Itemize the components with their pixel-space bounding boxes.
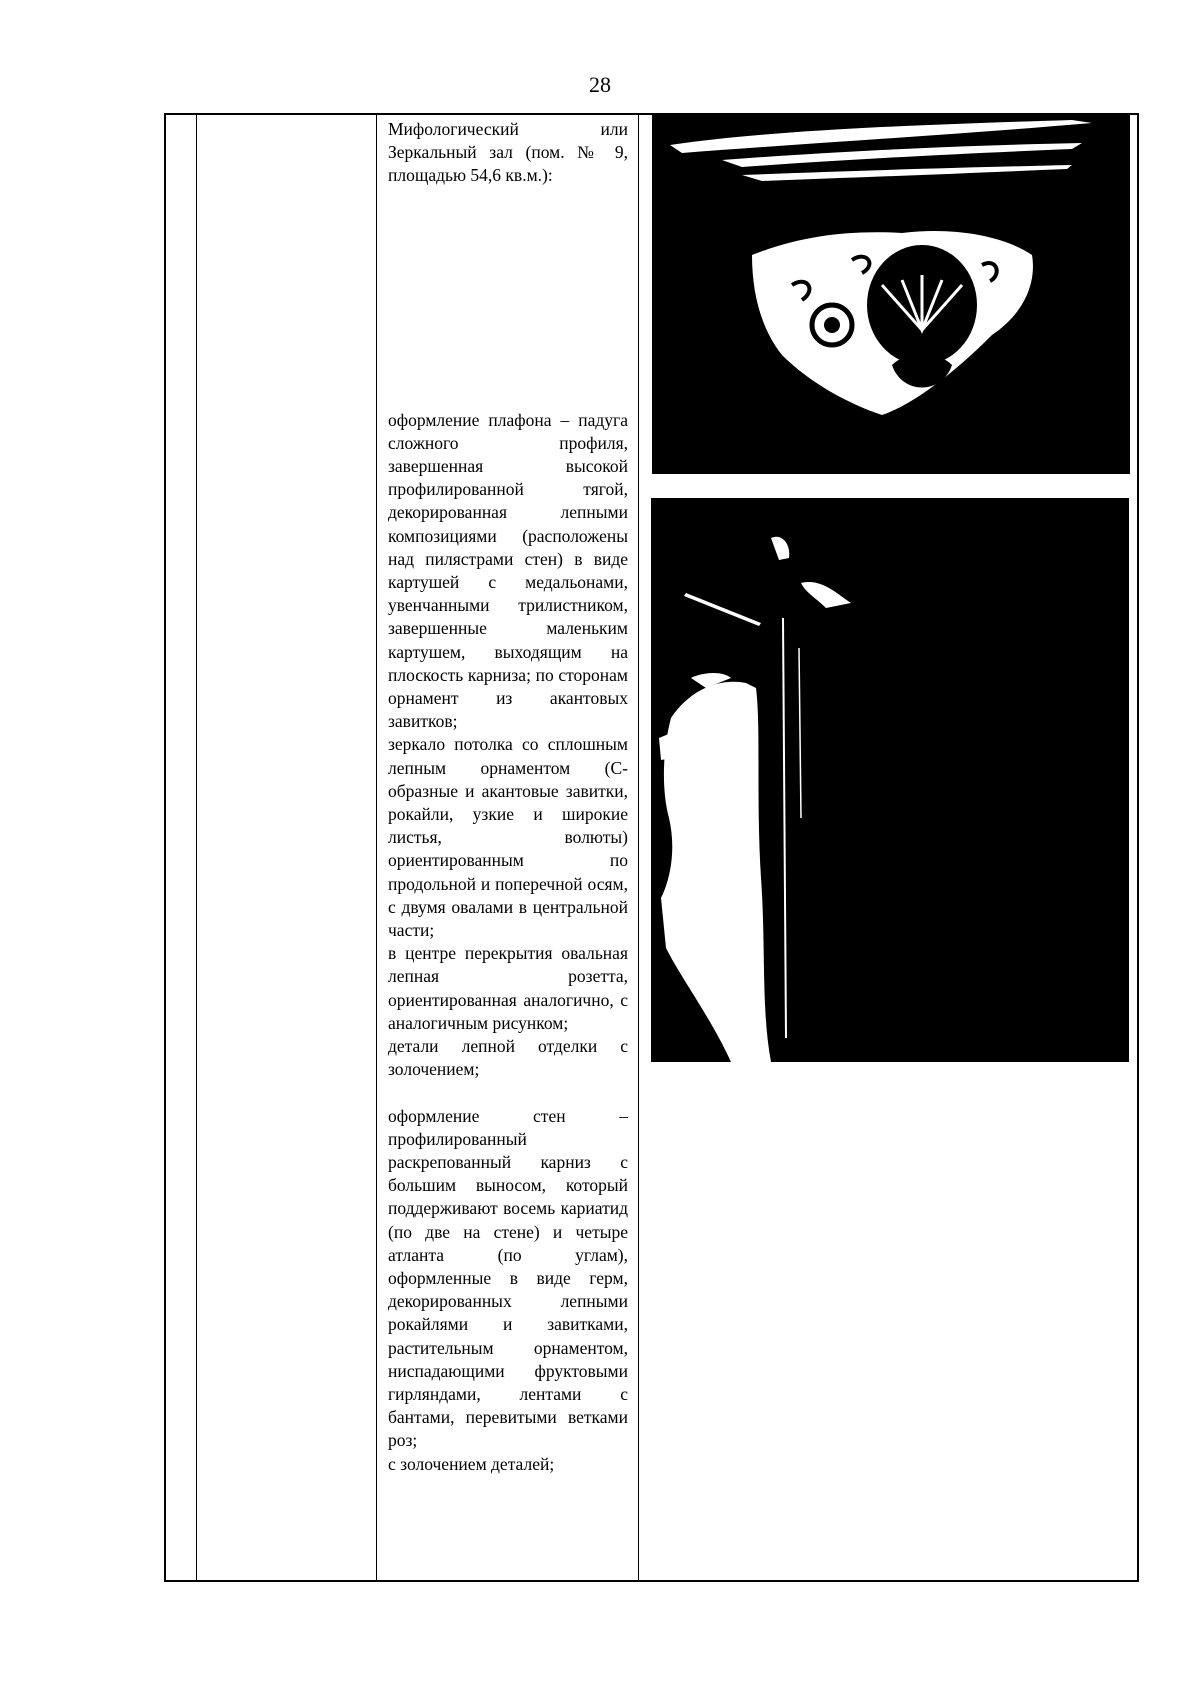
ceiling-cartouche-photo bbox=[652, 115, 1130, 474]
caryatid-photo bbox=[651, 498, 1129, 1062]
column-divider bbox=[196, 115, 197, 1580]
page-number: 28 bbox=[589, 72, 611, 97]
description-paragraph: в центре перекрытия овальная лепная розетта, ориентированная аналогично, с аналогичным рисунком; bbox=[388, 943, 628, 1033]
description-paragraph: оформление плафона – падуга сложного профиля, завершенная высокой профилированной тягой, декорированная лепными композициями (расположены над пилястрами стен) в виде картушей с медальонами, увенчанными трилистником, завершенные маленьким картушем, выходящим на плоскость карниза; по сторонам орнамент из акантовых завитков; bbox=[388, 409, 628, 732]
description-paragraph: зеркало потолка со сплошным лепным орнаментом (С-образные и акантовые завитки, рокайли, узкие и широкие листья, волюты) ориентированным по продольной и поперечной осям, с двумя овалами в центральной части; bbox=[388, 734, 628, 941]
room-heading: Мифологический или Зеркальный зал (пом. № 9, площадью 54,6 кв.м.): bbox=[388, 119, 628, 186]
description-paragraph: детали лепной отделки с золочением; bbox=[388, 1036, 628, 1080]
column-divider bbox=[376, 115, 377, 1580]
walls-paragraph: оформление стен – профилированный раскрепованный карниз с большим выносом, который поддерживают восемь кариатид (по две на стене) и четыре атланта (по углам), оформленные в виде герм, декорированных лепными рокайлями и завитками, растительным орнаментом, ниспадающими фруктовыми гирляндами, лентами с бантами, перевитыми ветками роз; bbox=[388, 1105, 628, 1451]
description-cell bbox=[388, 118, 628, 1476]
walls-paragraph: с золочением деталей; bbox=[388, 1453, 555, 1474]
description-table bbox=[164, 113, 1139, 1582]
column-divider bbox=[638, 115, 639, 1580]
